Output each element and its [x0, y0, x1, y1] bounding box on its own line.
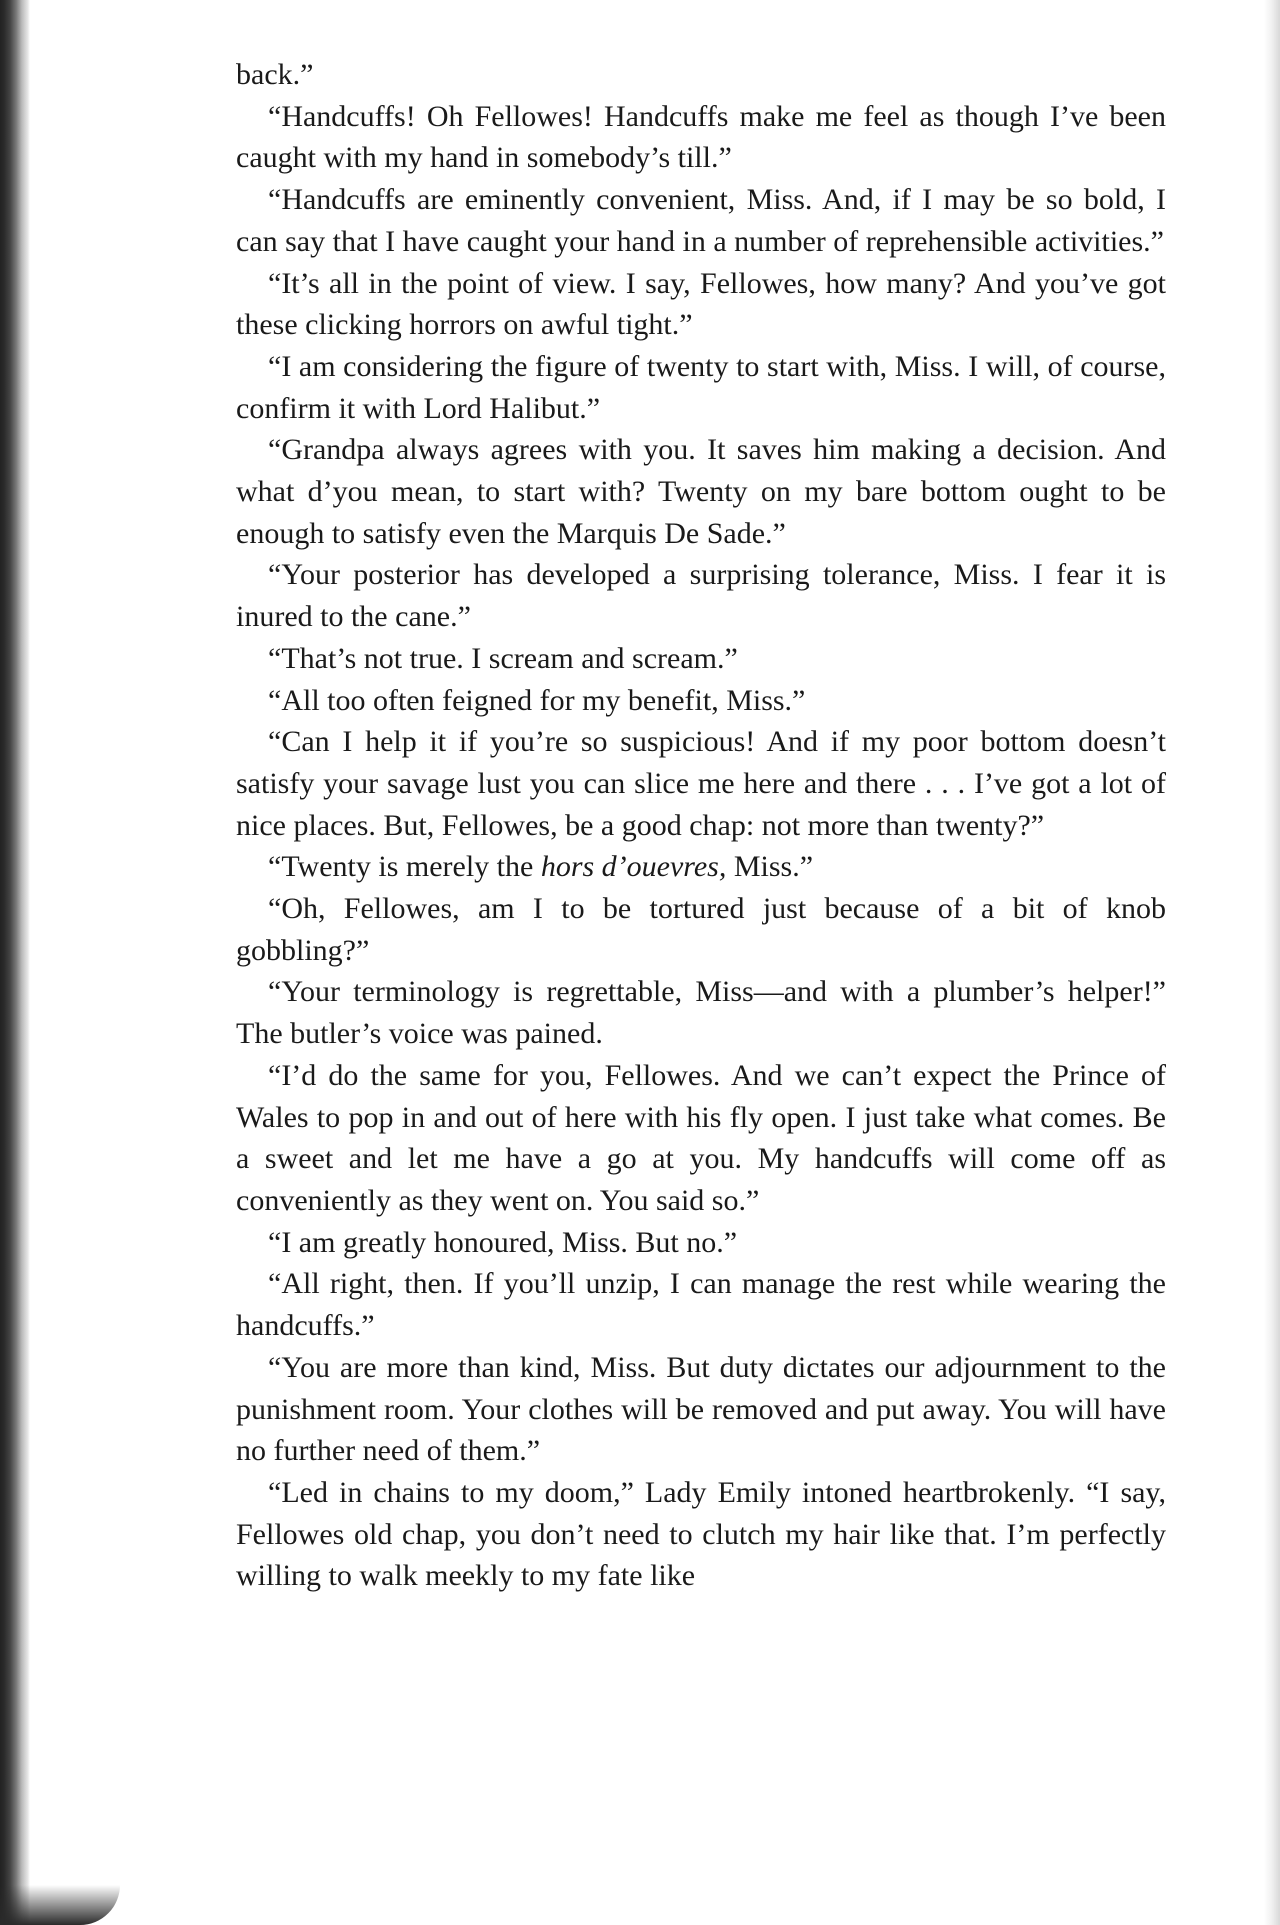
paragraph: “Oh, Fellowes, am I to be tortured just because of a bit of knob gobbling?”: [236, 892, 1166, 967]
paragraph: “Can I help it if you’re so suspicious! And if my poor bottom doesn’t satisfy your savage lust you can slice me here and there . . . I’ve got a lot of nice places. But, Fellowes, be a good chap: not more than twenty?”: [236, 725, 1166, 842]
paragraph: “All too often feigned for my benefit, Miss.”: [268, 683, 806, 717]
paragraph: “I am considering the figure of twenty to start with, Miss. I will, of course, confirm it with Lord Halibut.”: [236, 349, 1166, 425]
paragraph-text: “Twenty is merely the: [268, 850, 541, 884]
paragraph-text: Miss.”: [726, 850, 814, 884]
paragraph: “All right, then. If you’ll unzip, I can manage the rest while wearing the handcuffs.”: [236, 1267, 1166, 1343]
page-spine-shadow: [0, 0, 30, 1925]
page-edge-shadow: [1264, 0, 1280, 1925]
body-text: [236, 54, 1166, 1597]
paragraph: “That’s not true. I scream and scream.”: [268, 641, 738, 675]
paragraph: “Handcuffs! Oh Fellowes! Handcuffs make me feel as though I’ve been caught with my hand in somebody’s till.”: [236, 99, 1166, 175]
paragraph: “I’d do the same for you, Fellowes. And we can’t expect the Prince of Wales to pop in and out of here with his fly open. I just take what comes. Be a sweet and let me have a go at you. My handcuffs will come off as conveniently as they went on. You said so.”: [236, 1058, 1166, 1217]
paragraph: “You are more than kind, Miss. But duty dictates our adjournment to the punishment room. Your clothes will be removed and put away. You will have no further need of them.”: [236, 1350, 1166, 1468]
paragraph: back.”: [236, 58, 314, 91]
paragraph: “Grandpa always agrees with you. It saves him making a decision. And what d’you mean, to start with? Twenty on my bare bottom ought to be enough to satisfy even the Marquis De Sade.”: [236, 433, 1166, 550]
paragraph: “I am greatly honoured, Miss. But no.”: [268, 1225, 738, 1259]
italic-phrase: hors d’ouevres,: [540, 850, 727, 884]
paragraph: “Handcuffs are eminently convenient, Miss. And, if I may be so bold, I can say that I have caught your hand in a number of reprehensible activities.”: [236, 183, 1166, 258]
paragraph: “Your terminology is regrettable, Miss—and with a plumber’s helper!” The butler’s voice was pained.: [236, 975, 1166, 1051]
paragraph: “Your posterior has developed a surprising tolerance, Miss. I fear it is inured to the cane.”: [236, 558, 1166, 634]
book-page: [22, 0, 1272, 1925]
paragraph: “It’s all in the point of view. I say, Fellowes, how many? And you’ve got these clicking horrors on awful tight.”: [236, 266, 1166, 342]
paragraph: “Led in chains to my doom,” Lady Emily intoned heartbrokenly. “I say, Fellowes old chap, you don’t need to clutch my hair like that. I’m perfectly willing to walk meekly to my fate like: [236, 1475, 1166, 1593]
paragraph: [236, 846, 1166, 888]
